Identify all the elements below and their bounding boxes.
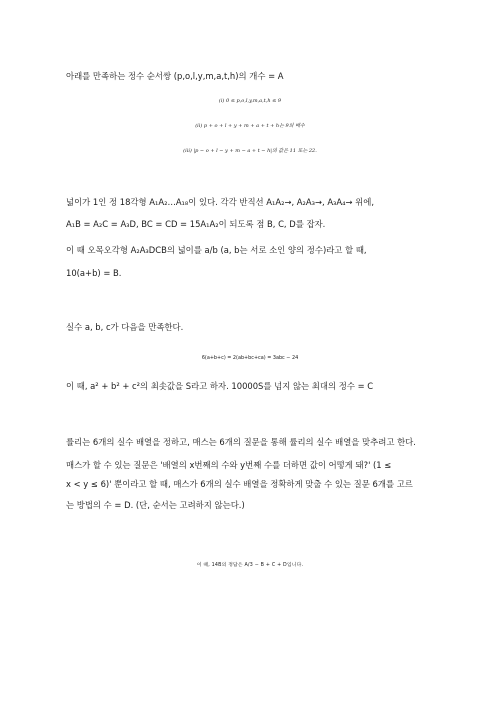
problem1-condition-2: (ii) p + o + l + y + m + a + t + h는 9의 배수 — [195, 123, 305, 129]
problem4-line-2: 매스가 할 수 있는 질문은 '배열의 x번째의 수와 y번째 수를 더하면 값이 어떻게 돼?' (1 ≤ — [66, 460, 392, 470]
problem4-line-3: x < y ≤ 6)' 뿐이라고 할 때, 매스가 6개의 실수 배열을 정확하게 맞출 수 있는 질문 6개를 고르 — [66, 479, 413, 489]
problem1-intro: 아래를 만족하는 정수 순서쌍 (p,o,l,y,m,a,t,h)의 개수 = A — [66, 71, 284, 81]
problem2-line-3: 이 때 오목오각형 A₂A₃DCB의 넓이를 a/b (a, b는 서로 소인 양의 정수)라고 할 때, — [66, 245, 367, 255]
problem1-condition-1: (i) 0 ≤ p,o,l,y,m,a,t,h ≤ 9 — [218, 98, 282, 104]
problem3-intro: 실수 a, b, c가 다음을 만족한다. — [66, 322, 184, 332]
problem3-line-1: 이 때, a² + b² + c²의 최솟값을 S라고 하자. 10000S를 넘지 않는 최대의 정수 = C — [66, 381, 374, 391]
final-answer-line: 이 때, 14B의 정답은 A/3 − B + C + D입니다. — [196, 563, 304, 568]
problem3-equation: 6(a+b+c) = 2(ab+bc+ca) = 3abc − 24 — [201, 355, 299, 361]
problem4-line-4: 는 방법의 수 = D. (단, 순서는 고려하지 않는다.) — [66, 500, 245, 510]
problem2-line-4: 10(a+b) = B. — [66, 268, 122, 278]
problem4-line-1: 률리는 6개의 실수 배열을 정하고, 매스는 6개의 질문을 통해 률리의 실수 배열을 맞추려고 한다. — [66, 437, 416, 447]
problem1-condition-3: (iii) |p − o + l − y + m − a + t − h|의 값은 11 또는 22. — [183, 148, 317, 154]
problem2-line-1: 넓이가 1인 정 18각형 A₁A₂…A₁₈이 있다. 각각 반직선 A₁A₂→, A₂A₃→, A₃A₄→ 위에, — [66, 197, 375, 207]
problem2-line-2: A₁B = A₂C = A₃D, BC = CD = 15A₁A₂이 되도록 점 B, C, D를 잡자. — [66, 219, 326, 229]
